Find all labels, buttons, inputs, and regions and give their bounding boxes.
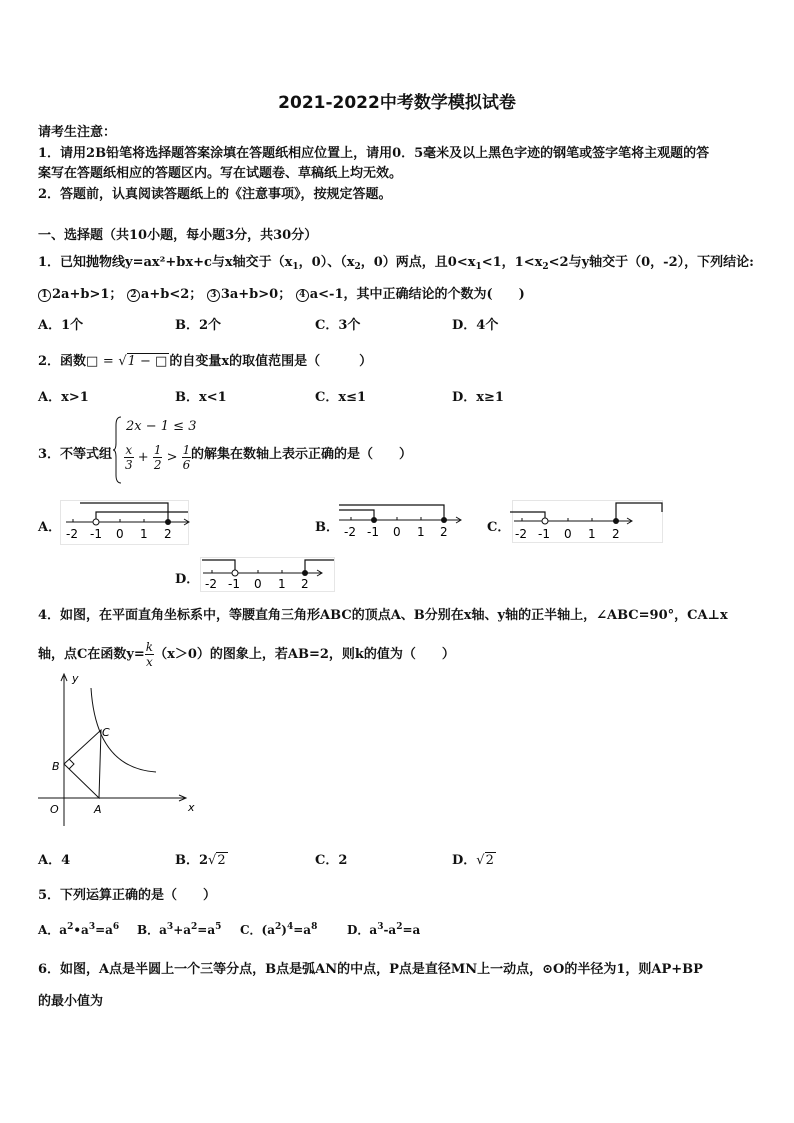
svg-text:O: O (50, 803, 59, 816)
q2-option-d[interactable]: D．x≥1 (452, 390, 504, 405)
notice-line-1b: 案写在答题纸相应的答题区内。写在试题卷、草稿纸上均无效。 (38, 166, 403, 181)
q5-option-b[interactable]: B．$a^3+a^2=a^5$ (137, 922, 222, 937)
circled-number-4: 4 (296, 289, 309, 302)
question-6-line-2: 的最小值为 (38, 994, 104, 1009)
svg-text:-1: -1 (228, 577, 240, 591)
svg-text:1: 1 (417, 525, 425, 539)
number-line-d (200, 557, 336, 593)
svg-text:-2: -2 (515, 527, 527, 541)
svg-text:2: 2 (612, 527, 620, 541)
q5-option-d[interactable]: D．$a^3-a^2=a$ (347, 922, 421, 937)
svg-text:-1: -1 (90, 527, 102, 541)
question-4-line-1: 4．如图，在平面直角坐标系中，等腰直角三角形ABC的顶点A、B分别在x轴、y轴的正半轴上，∠ABC=90°，CA⊥x (38, 608, 728, 623)
svg-text:0: 0 (393, 525, 401, 539)
svg-text:0: 0 (254, 577, 262, 591)
svg-text:1: 1 (140, 527, 148, 541)
notice-heading: 请考生注意： (38, 125, 117, 140)
q5-option-c[interactable]: C．$(a^2)^4=a^8$ (240, 922, 318, 937)
svg-text:x: x (188, 801, 195, 814)
q4-option-b[interactable]: B．2√2 (175, 853, 226, 868)
circled-number-2: 2 (127, 289, 140, 302)
number-line-b (337, 500, 467, 546)
svg-text:1: 1 (278, 577, 286, 591)
question-2-stem: 2．函数□ = √1 − □ 的自变量x的取值范围是（ ） (38, 354, 373, 369)
q5-option-a[interactable]: A．$a^2•a^3=a^6$ (38, 922, 120, 937)
question-6-line-1: 6．如图，A点是半圆上一个三等分点，B点是弧AN的中点，P点是直径MN上一动点，⊙O的半径为1，则AP+BP (38, 962, 703, 977)
q1-option-a[interactable]: A．1个 (38, 318, 84, 333)
question-3-label: 3．不等式组 (38, 447, 113, 462)
inequality-1: 2x − 1 ≤ 3 (126, 419, 197, 434)
q4-option-d[interactable]: D．√2 (452, 853, 494, 868)
notice-line-1a: 1．请用2B铅笔将选择题答案涂填在答题纸相应位置上，请用0．5毫米及以上黑色字迹的钢笔或签字笔将主观题的答 (38, 146, 710, 161)
svg-text:2: 2 (440, 525, 448, 539)
svg-text:2: 2 (301, 577, 309, 591)
question-1-stem: 1．已知抛物线y=ax²+bx+c与x轴交于（$x_1$，0）、（$x_2$，0）两点，且$0<x_1<1$，$1<x_2<2$与y轴交于（0，-2），下列结论: (38, 255, 754, 272)
svg-text:-2: -2 (344, 525, 356, 539)
q3-option-a[interactable]: A． (38, 520, 62, 535)
inequality-2: $\frac{x}{3}$ + $\frac{1}{2}$ > $\frac{1}{6}$ (125, 443, 191, 472)
svg-text:-1: -1 (538, 527, 550, 541)
circled-number-3: 3 (207, 289, 220, 302)
number-line-a (60, 500, 195, 546)
page-title: 2021-2022中考数学模拟试卷 (278, 93, 516, 113)
q1-option-d[interactable]: D．4个 (452, 318, 499, 333)
svg-text:-1: -1 (367, 525, 379, 539)
svg-text:B: B (52, 760, 60, 773)
q3-option-c[interactable]: C． (487, 520, 511, 535)
svg-text:1: 1 (588, 527, 596, 541)
svg-text:C: C (102, 726, 110, 739)
q4-option-c[interactable]: C．2 (315, 853, 348, 868)
svg-text:0: 0 (116, 527, 124, 541)
svg-text:2: 2 (164, 527, 172, 541)
system-brace (113, 415, 123, 485)
number-line-c (508, 500, 666, 546)
svg-text:-2: -2 (205, 577, 217, 591)
q4-figure (36, 668, 201, 828)
notice-line-2: 2．答题前，认真阅读答题纸上的《注意事项》，按规定答题。 (38, 187, 392, 202)
q1-option-b[interactable]: B．2个 (175, 318, 222, 333)
section-heading: 一、选择题（共10小题，每小题3分，共30分） (38, 228, 318, 243)
question-1-conclusions: 1 2a+b>1； 2 a+b<2； 3 3a+b>0； 4 a<-1，其中正确结论的个数为( ) (38, 283, 525, 302)
q2-option-a[interactable]: A．x>1 (38, 390, 89, 405)
circled-number-1: 1 (38, 289, 51, 302)
question-5-stem: 5．下列运算正确的是（ ） (38, 888, 217, 903)
svg-text:-2: -2 (66, 527, 78, 541)
q2-option-b[interactable]: B．x<1 (175, 390, 227, 405)
svg-text:A: A (94, 803, 102, 816)
q4-option-a[interactable]: A．4 (38, 853, 71, 868)
q3-option-d[interactable]: D． (175, 572, 200, 587)
svg-text:y: y (72, 672, 79, 685)
question-4-line-2: 轴，点C在函数y= $\frac{k}{x}$ （x＞0）的图象上，若AB=2，则k的值为（ ） (38, 640, 455, 669)
q1-option-c[interactable]: C．3个 (315, 318, 361, 333)
q2-option-c[interactable]: C．x≤1 (315, 390, 367, 405)
svg-text:0: 0 (564, 527, 572, 541)
question-3-stem: 的解集在数轴上表示正确的是（ ） (191, 447, 413, 462)
q3-option-b[interactable]: B． (315, 520, 339, 535)
